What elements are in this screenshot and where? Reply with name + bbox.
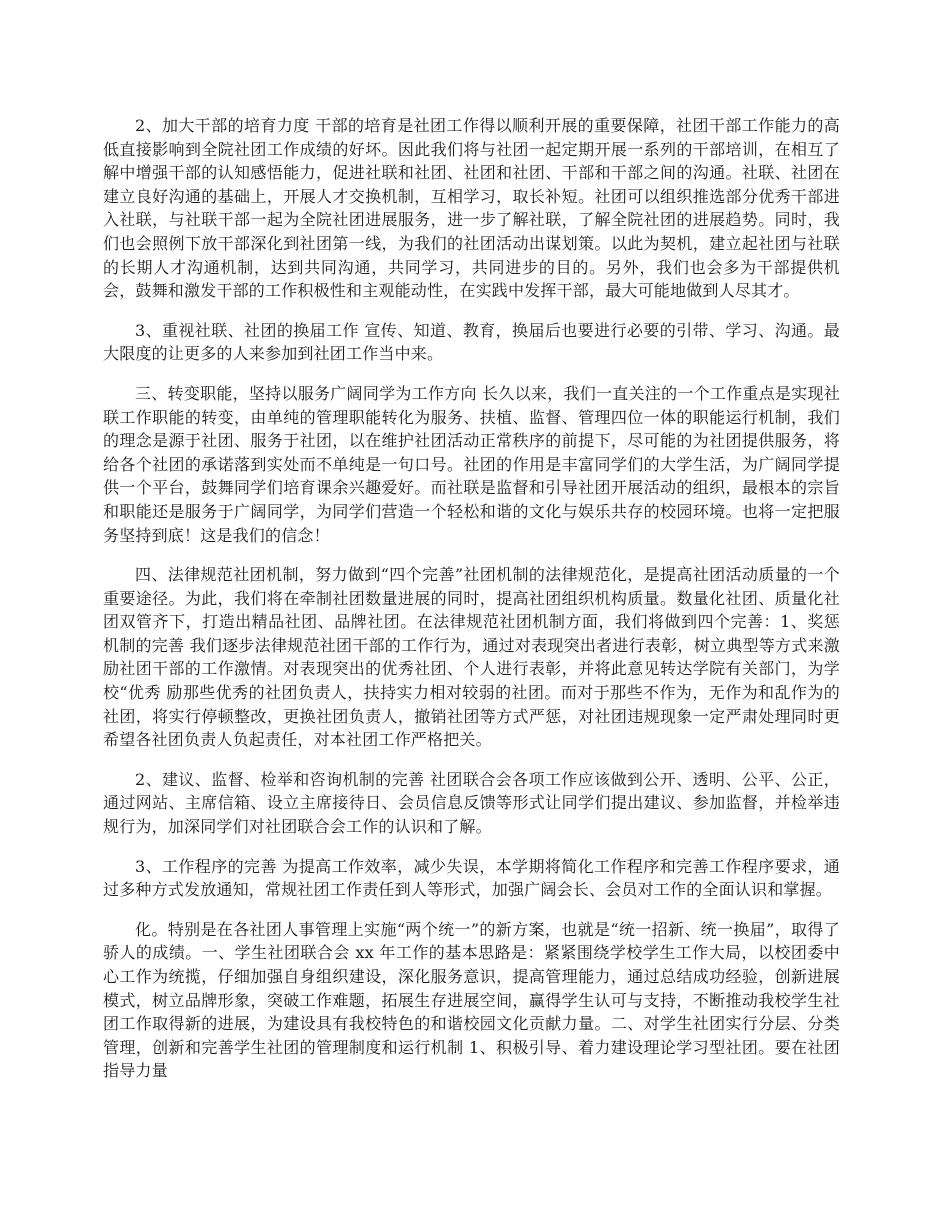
paragraph-function-change: 三、转变职能，坚持以服务广阔同学为工作方向 长久以来，我们一直关注的一个工作重点是实现社联工作职能的转变，由单纯的管理职能转化为服务、扶植、监督、管理四位一体的职能运行机制，我们的理念是源于社团、服务于社团，以在维护社团活动正常秩序的前提下，尽可能的为社团提供服务，将给各个社团的承诺落到实处而不单纯是一句口号。社团的作用是丰富同学们的大学生活，为广阔同学提供一个平台，鼓舞同学们培育课余兴趣爱好。而社联是监督和引导社团开展活动的组织，最根本的宗旨和职能还是服务于广阔同学，为同学们营造一个轻松和谐的文化与娱乐共存的校园环境。也将一定把服务坚持到底！这是我们的信念！ (103, 383, 840, 545)
paragraph-term-change: 3、重视社联、社团的换届工作 宣传、知道、教育，换届后也要进行必要的引带、学习、沟通。最大限度的让更多的人来参加到社团工作当中来。 (103, 320, 840, 364)
paragraph-basic-approach: 化。特别是在各社团人事管理上实施“两个统一”的新方案，也就是“统一招新、统一换届”，取得了骄人的成绩。一、学生社团联合会 xx 年工作的基本思路是：紧紧围绕学校学生工作大局，以校团委中心工作为统揽，仔细加强自身组织建设，深化服务意识，提高管理能力，通过总结成功经验，创新进展模式，树立品牌形象，突破工作难题，拓展生存进展空间，赢得学生认可与支持，不断推动我校学生社团工作取得新的进展，为建设具有我校特色的和谐校园文化贡献力量。二、对学生社团实行分层、分类管理，创新和完善学生社团的管理制度和运行机制 1、积极引导、着力建设理论学习型社团。要在社团指导力量 (103, 919, 840, 1081)
paragraph-four-improvements: 四、法律规范社团机制，努力做到“四个完善”社团机制的法律规范化，是提高社团活动质量的一个重要途径。为此，我们将在牵制社团数量进展的同时，提高社团组织机构质量。数量化社团、质量化社团双管齐下，打造出精品社团、品牌社团。在法律规范社团机制方面，我们将做到四个完善：1、奖惩机制的完善 我们逐步法律规范社团干部的工作行为，通过对表现突出者进行表彰，树立典型等方式来激励社团干部的工作激情。对表现突出的优秀社团、个人进行表彰，并将此意见转达学院有关部门，为学校“优秀 励那些优秀的社团负责人，扶持实力相对较弱的社团。而对于那些不作为，无作为和乱作为的社团，将实行停顿整改，更换社团负责人，撤销社团等方式严惩，对社团违规现象一定严肃处理同时更希望各社团负责人负起责任，对本社团工作严格把关。 (103, 565, 840, 750)
paragraph-cadre-training: 2、加大干部的培育力度 干部的培育是社团工作得以顺利开展的重要保障，社团干部工作能力的高低直接影响到全院社团工作成绩的好坏。因此我们将与社团一起定期开展一系列的干部培训，在相互了解中增强干部的认知感悟能力，促进社联和社团、社团和社团、干部和干部之间的沟通。社联、社团在建立良好沟通的基础上，开展人才交换机制，互相学习，取长补短。社团可以组织推选部分优秀干部进入社联，与社联干部一起为全院社团进展服务，进一步了解社联，了解全院社团的进展趋势。同时，我们也会照例下放干部深化到社团第一线，为我们的社团活动出谋划策。以此为契机，建立起社团与社联的长期人才沟通机制，达到共同沟通，共同学习，共同进步的目的。另外，我们也会多为干部提供机会，鼓舞和激发干部的工作积极性和主观能动性，在实践中发挥干部，最大可能地做到人尽其才。 (103, 116, 840, 301)
paragraph-supervision-mechanism: 2、建议、监督、检举和咨询机制的完善 社团联合会各项工作应该做到公开、透明、公平、公正，通过网站、主席信箱、设立主席接待日、会员信息反馈等形式让同学们提出建议、参加监督，并检举违规行为，加深同学们对社团联合会工作的认识和了解。 (103, 769, 840, 837)
paragraph-work-procedure: 3、工作程序的完善 为提高工作效率，减少失误，本学期将简化工作程序和完善工作程序要求，通过多种方式发放通知，常规社团工作责任到人等形式，加强广阔会长、会员对工作的全面认识和掌握。 (103, 856, 840, 900)
